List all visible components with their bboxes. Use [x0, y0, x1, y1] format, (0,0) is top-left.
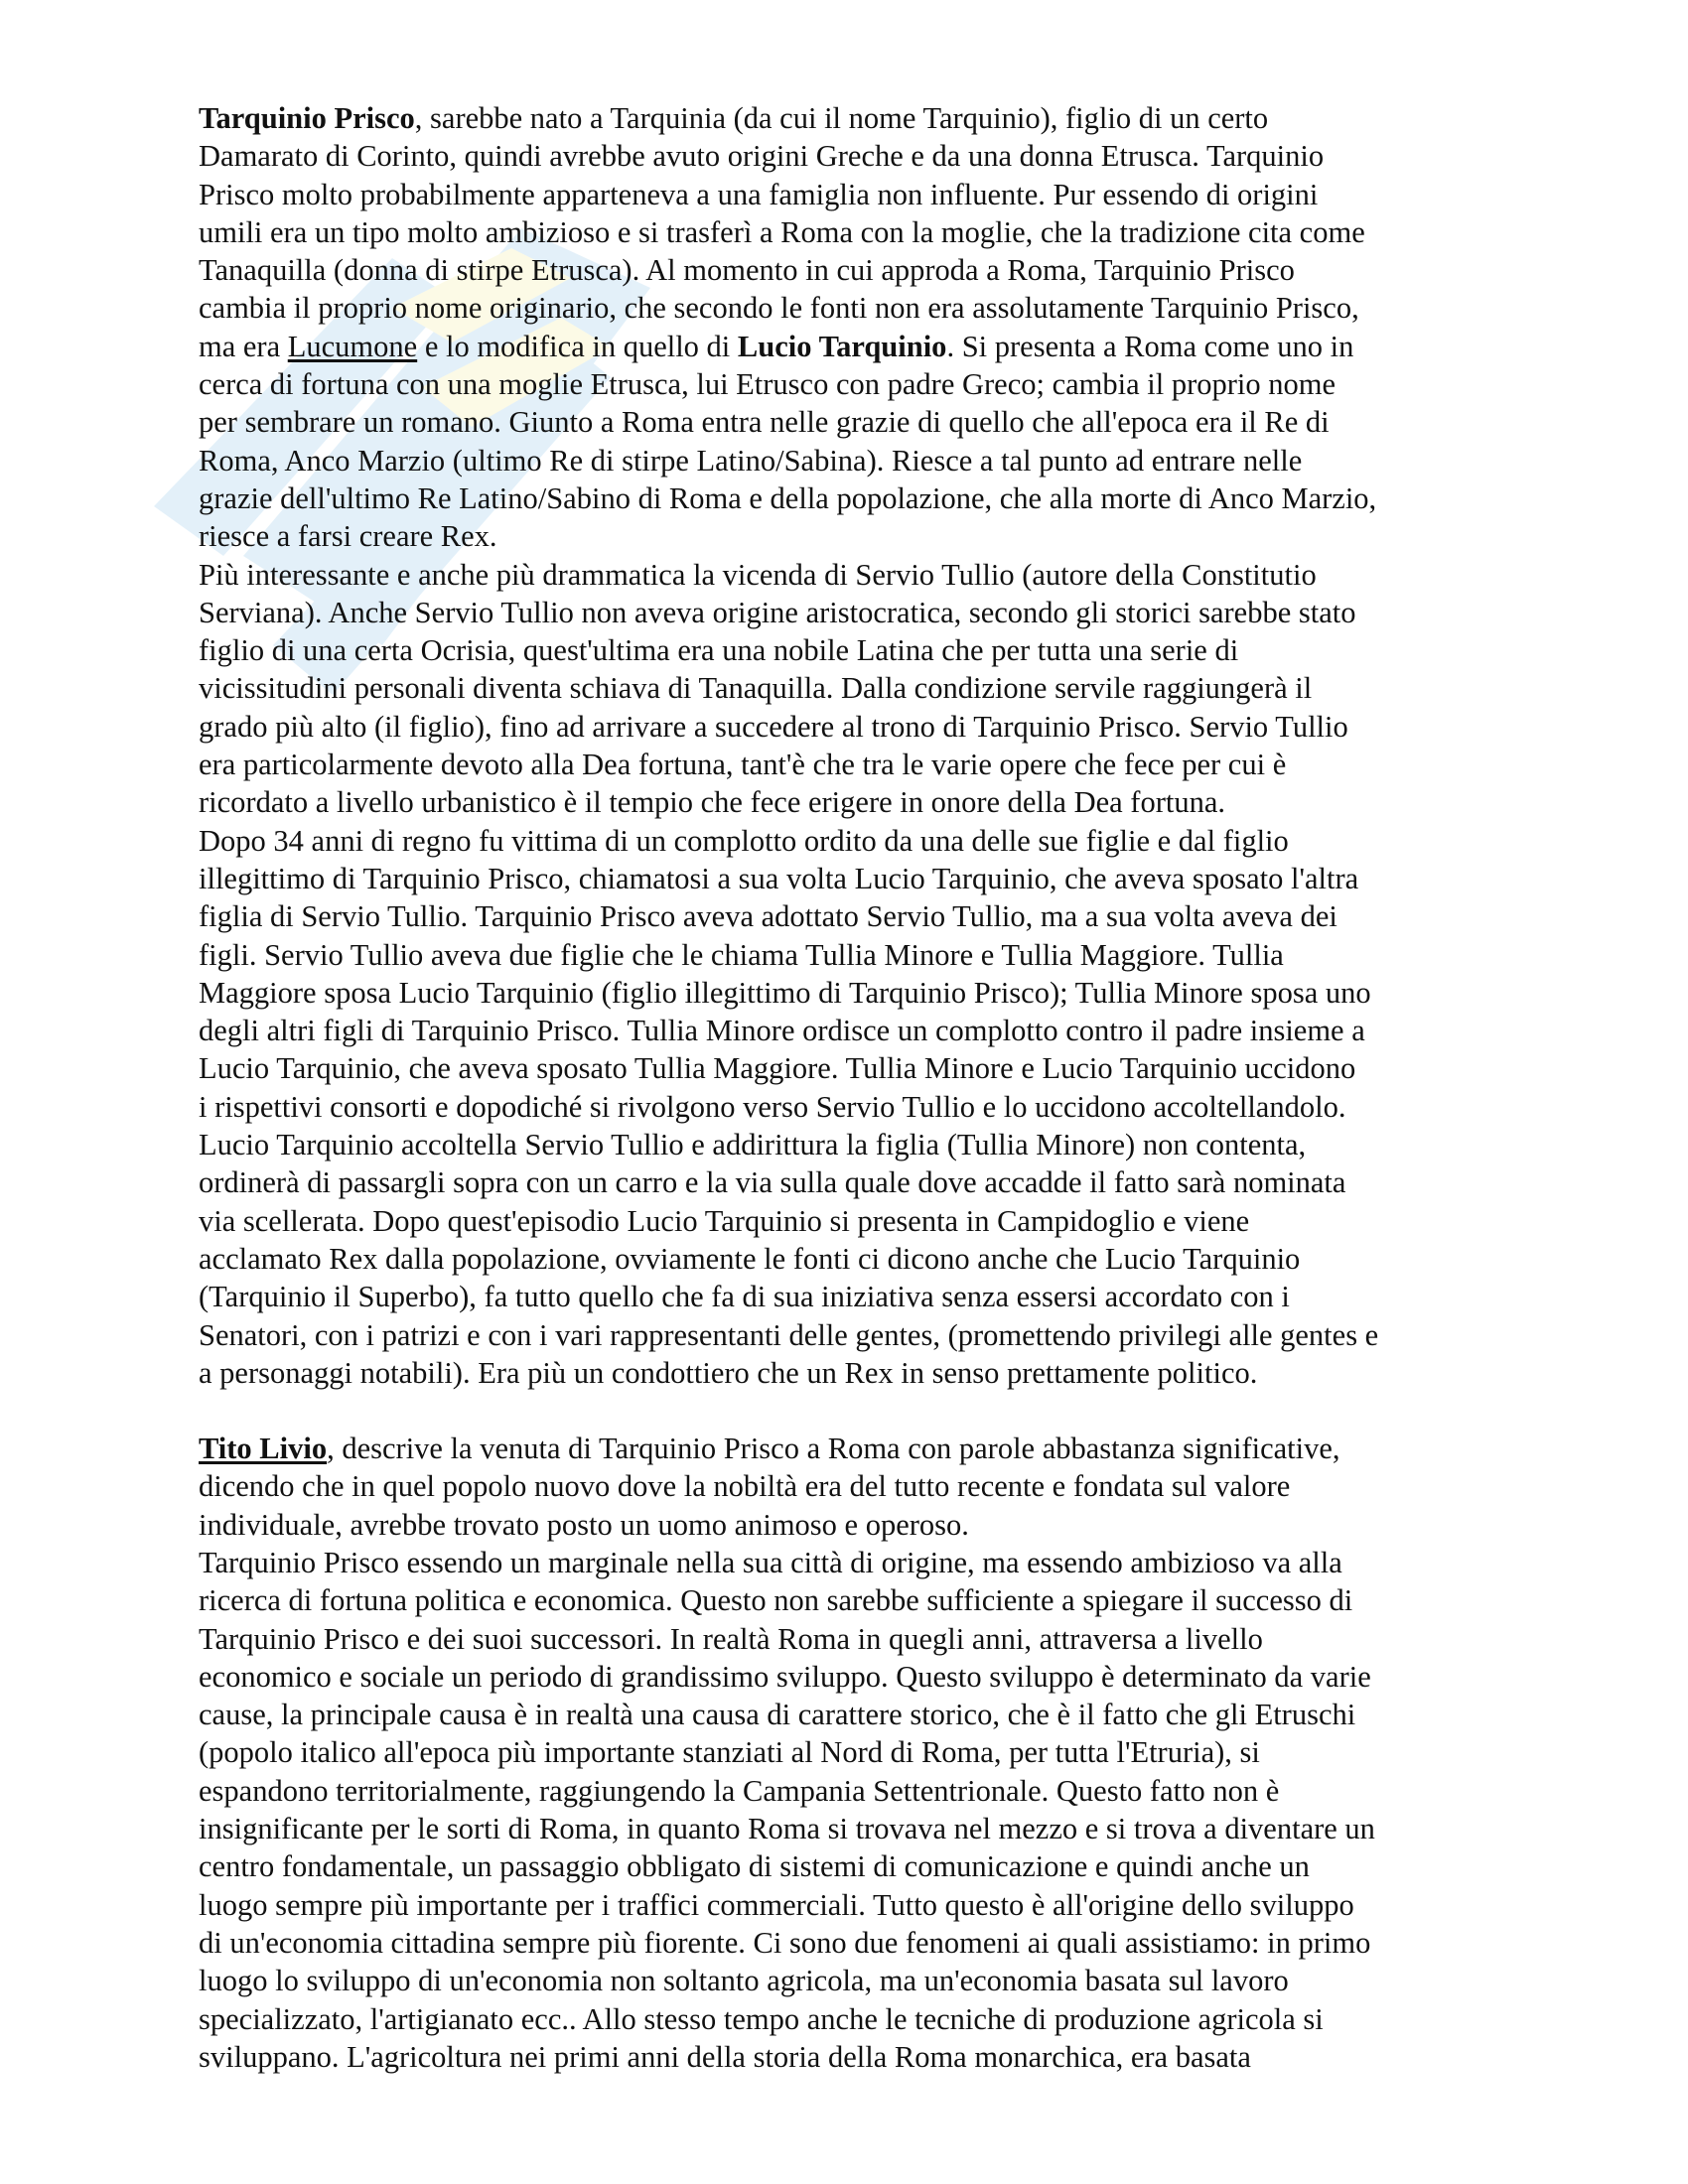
- paragraph-text: , descrive la venuta di Tarquinio Prisco a Roma con parole abbastanza significative, dicendo che in quel popolo nuovo dove la nobiltà era del tutto recente e fondata sul valore individuale, avrebbe trovato posto un uomo animoso e operoso.: [199, 1432, 1340, 1542]
- lucumone-link[interactable]: Lucumone: [287, 329, 418, 363]
- document-page: [199, 99, 1519, 2076]
- paragraph-sviluppo-economico: Tarquinio Prisco essendo un marginale nella sua città di origine, ma essendo ambizioso va alla ricerca di fortuna politica e economica. Questo non sarebbe sufficiente a spiegare il successo di Tarquinio Prisco e dei suoi successori. In realtà Roma in quegli anni, attraversa a livello economico e sociale un periodo di grandissimo sviluppo. Questo sviluppo è determinato da varie cause, la principale causa è in realtà una causa di carattere storico, che è il fatto che gli Etruschi (popolo italico all'epoca più importante stanziati al Nord di Roma, per tutta l'Etruria), si espandono territorialmente, raggiungendo la Campania Settentrionale. Questo fatto non è insignificante per le sorti di Roma, in quanto Roma si trovava nel mezzo e si trova a diventare un centro fondamentale, un passaggio obbligato di sistemi di comunicazione e quindi anche un luogo sempre più importante per i traffici commerciali. Tutto questo è all'origine dello sviluppo di un'economia cittadina sempre più fiorente. Ci sono due fenomeni ai quali assistiamo: in primo luogo lo sviluppo di un'economia non soltanto agricola, ma un'economia basata sul lavoro specializzato, l'artigianato ecc.. Allo stesso tempo anche le tecniche di produzione agricola si sviluppano. L'agricoltura nei primi anni della storia della Roma monarchica, era basata: [199, 1545, 1375, 2074]
- term-tarquinio-prisco: Tarquinio Prisco: [199, 101, 415, 135]
- paragraph-text: e lo modifica in quello di: [417, 329, 738, 363]
- paragraph-text: . Si presenta a Roma come uno in cerca di fortuna con una moglie Etrusca, lui Etrusco con padre Greco; cambia il proprio nome per sembrare un romano. Giunto a Roma entra nelle grazie di quello che all'epoca era il Re di Roma, Anco Marzio (ultimo Re di stirpe Latino/Sabina). Riesce a tal punto ad entrare nelle grazie dell'ultimo Re Latino/Sabino di Roma e della popolazione, che alla morte di Anco Marzio, riesce a farsi creare Rex.: [199, 329, 1377, 554]
- paragraph-complotto: Dopo 34 anni di regno fu vittima di un complotto ordito da una delle sue figlie e dal figlio illegittimo di Tarquinio Prisco, chiamatosi a sua volta Lucio Tarquinio, che aveva sposato l'altra figlia di Servio Tullio. Tarquinio Prisco aveva adottato Servio Tullio, ma a sua volta aveva dei figli. Servio Tullio aveva due figlie che le chiama Tullia Minore e Tullia Maggiore. Tullia Maggiore sposa Lucio Tarquinio (figlio illegittimo di Tarquinio Prisco); Tullia Minore sposa uno degli altri figli di Tarquinio Prisco. Tullia Minore ordisce un complotto contro il padre insieme a Lucio Tarquinio, che aveva sposato Tullia Maggiore. Tullia Minore e Lucio Tarquinio uccidono i rispettivi consorti e dopodiché si rivolgono verso Servio Tullio e lo uccidono accoltellandolo. Lucio Tarquinio accoltella Servio Tullio e addirittura la figlia (Tullia Minore) non contenta, ordinerà di passargli sopra con un carro e la via sulla quale dove accadde il fatto sarà nominata via scellerata. Dopo quest'episodio Lucio Tarquinio si presenta in Campidoglio e viene acclamato Rex dalla popolazione, ovviamente le fonti ci dicono anche che Lucio Tarquinio (Tarquinio il Superbo), fa tutto quello che fa di sua iniziativa senza essersi accordato con i Senatori, con i patrizi e con i vari rappresentanti delle gentes, (promettendo privilegi alle gentes e a personaggi notabili). Era più un condottiero che un Rex in senso prettamente politico.: [199, 823, 1379, 1390]
- term-lucio-tarquinio: Lucio Tarquinio: [737, 329, 947, 363]
- paragraph-tito-livio: [199, 1430, 1519, 1544]
- paragraph-text: , sarebbe nato a Tarquinia (da cui il nome Tarquinio), figlio di un certo Damarato di Corinto, quindi avrebbe avuto origini Greche e da una donna Etrusca. Tarquinio Prisco molto probabilmente apparteneva a una famiglia non influente. Pur essendo di origini umili era un tipo molto ambizioso e si trasferì a Roma con la moglie, che la tradizione cita come Tanaquilla (donna di stirpe Etrusca). Al momento in cui approda a Roma, Tarquinio Prisco cambia il proprio nome originario, che secondo le fonti non era assolutamente Tarquinio Prisco, ma era: [199, 101, 1365, 363]
- term-tito-livio: Tito Livio: [199, 1432, 328, 1466]
- paragraph-servio-tullio: Più interessante e anche più drammatica la vicenda di Servio Tullio (autore della Constitutio Serviana). Anche Servio Tullio non aveva origine aristocratica, secondo gli storici sarebbe stato figlio di una certa Ocrisia, quest'ultima era una nobile Latina che per tutta una serie di vicissitudini personali diventa schiava di Tanaquilla. Dalla condizione servile raggiungerà il grado più alto (il figlio), fino ad arrivare a succedere al trono di Tarquinio Prisco. Servio Tullio era particolarmente devoto alla Dea fortuna, tant'è che tra le varie opere che fece per cui è ricordato a livello urbanistico è il tempio che fece erigere in onore della Dea fortuna.: [199, 557, 1356, 820]
- paragraph-tarquinio-prisco: [199, 99, 1519, 556]
